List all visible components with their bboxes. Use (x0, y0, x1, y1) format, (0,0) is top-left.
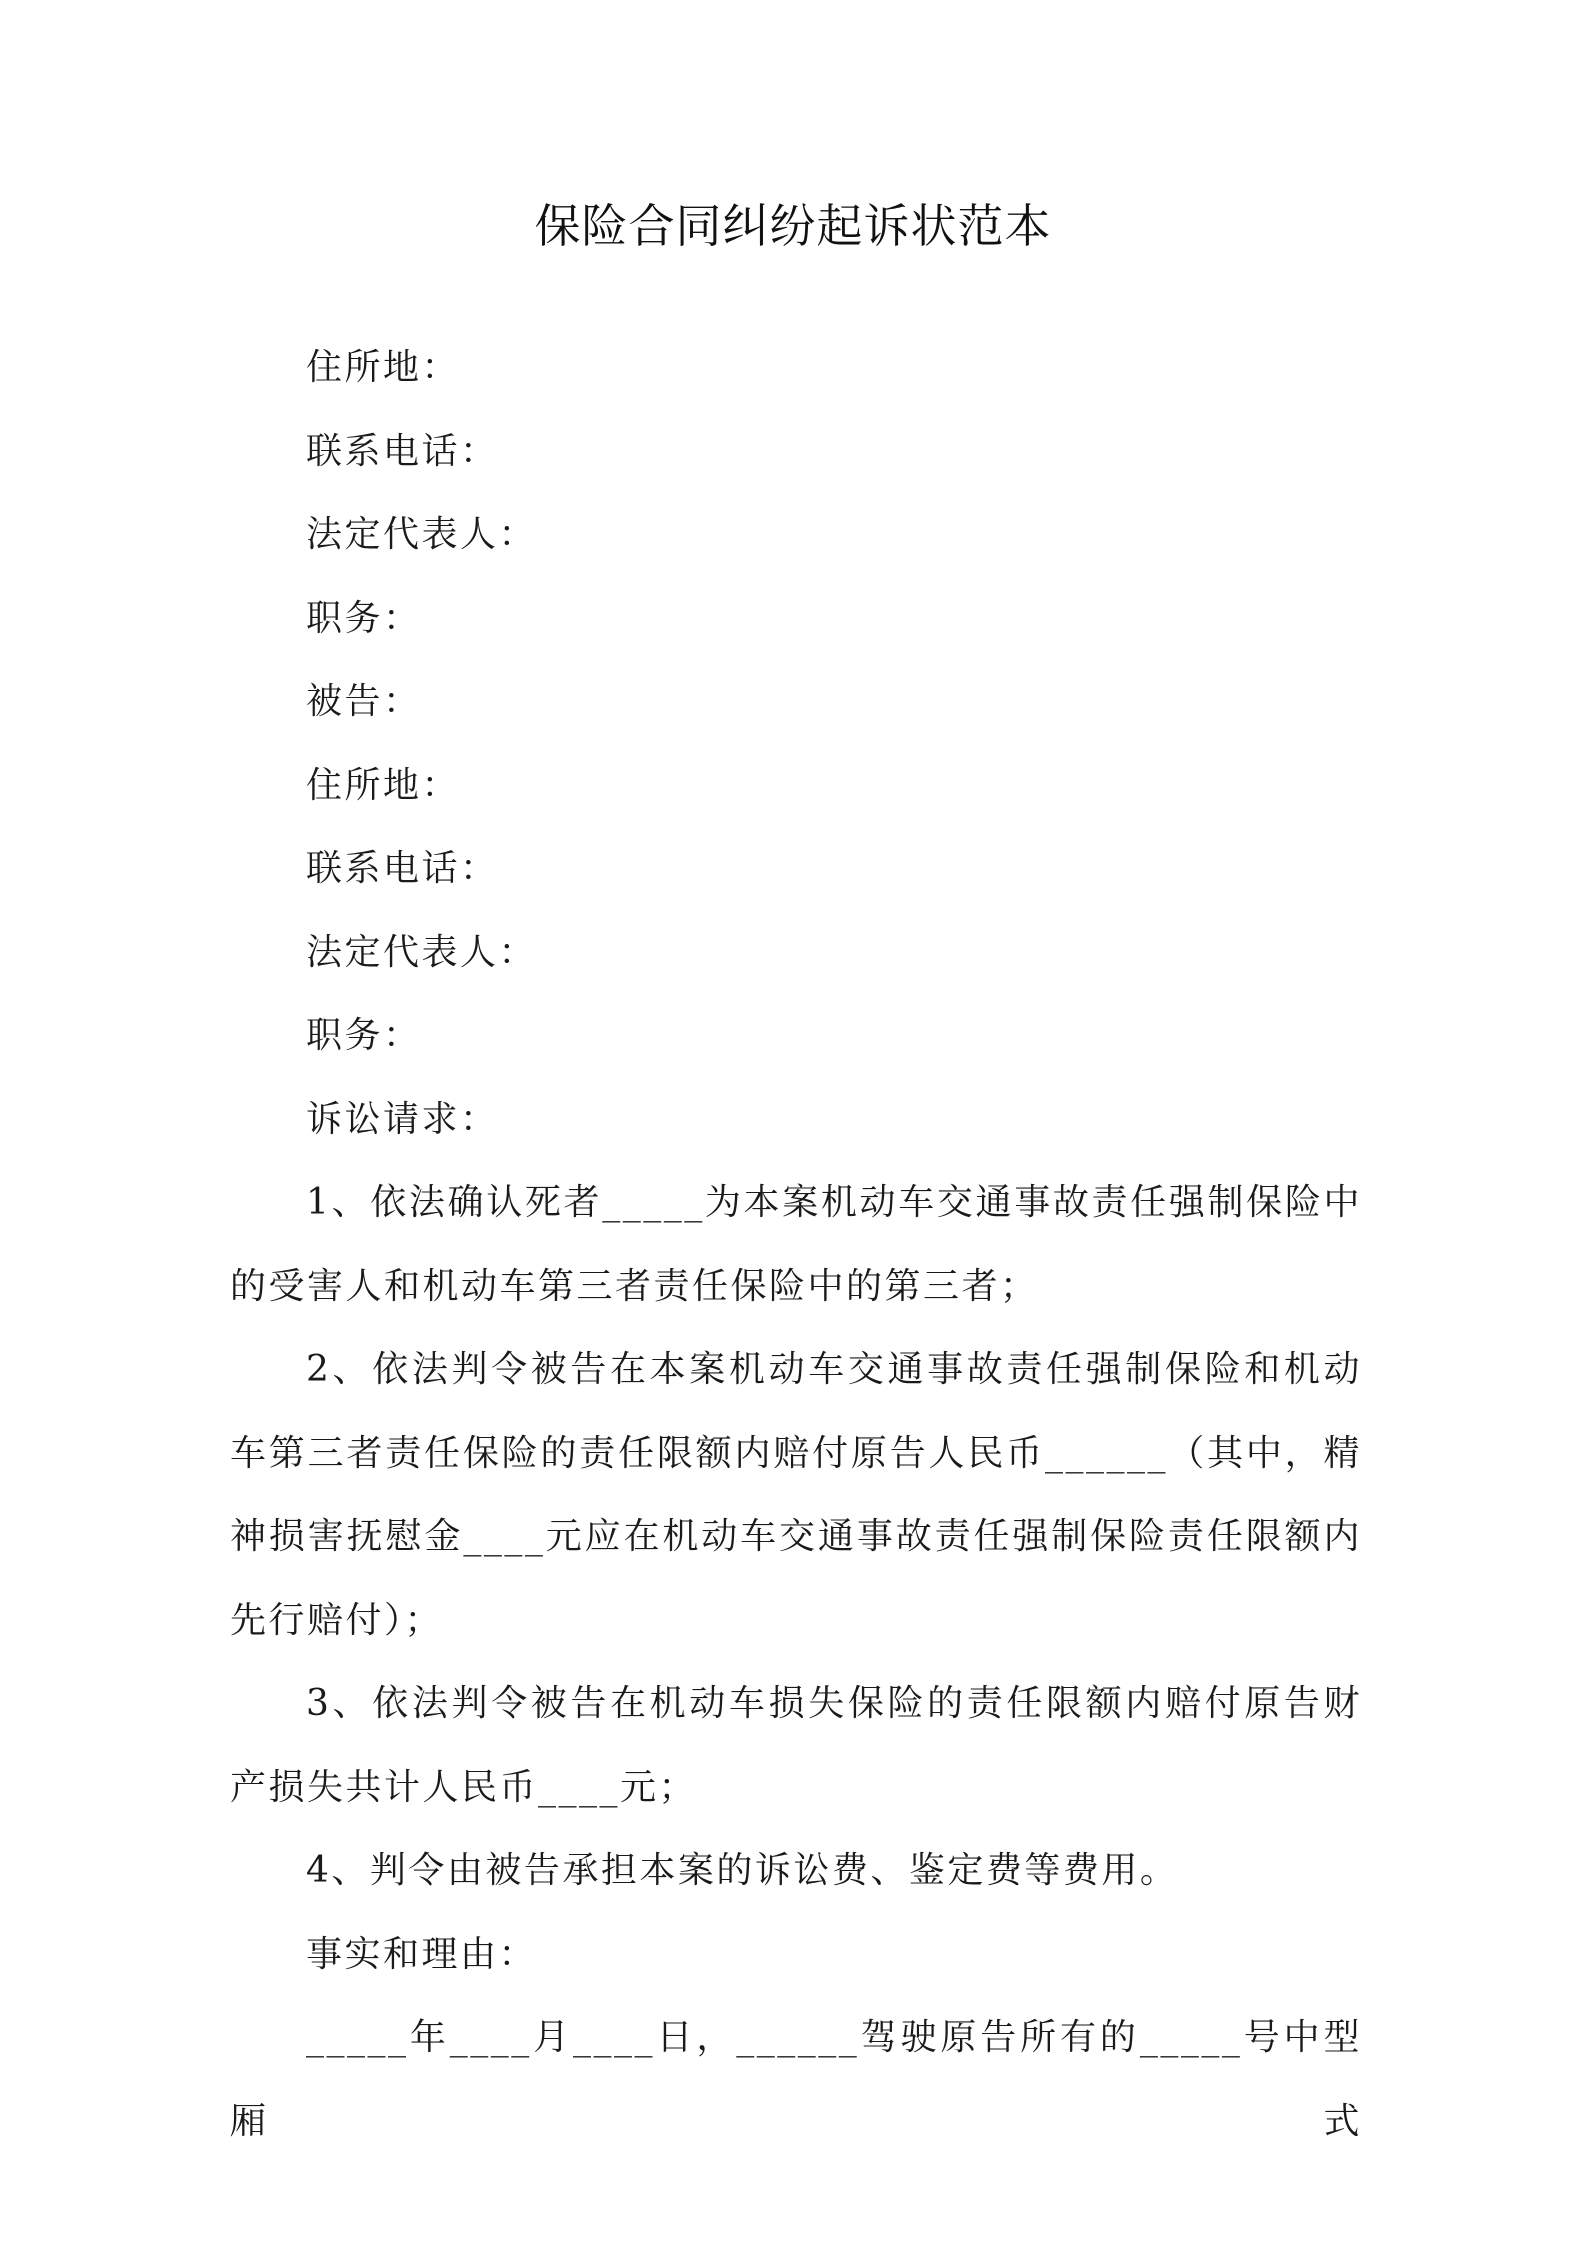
defendant-legal-rep-line: 法定代表人： (306, 931, 538, 973)
claim-item-2: 2、依法判令被告在本案机动车交通事故责任强制保险和机动车第三者责任保险的责任限额内赔付原告人民币______（其中，精神损害抚慰金____元应在机动车交通事故责任强制保险责任限额内先行赔付）； (230, 1349, 1362, 1641)
claim-item-4: 4、判令由被告承担本案的诉讼费、鉴定费等费用。 (306, 1850, 1179, 1891)
plaintiff-position-line: 职务： (306, 597, 422, 639)
plaintiff-legal-rep-line: 法定代表人： (306, 514, 538, 555)
claim-item-3: 3、依法判令被告在机动车损失保险的责任限额内赔付原告财产损失共计人民币____元； (230, 1683, 1362, 1808)
claims-heading: 诉讼请求： (306, 1098, 499, 1140)
defendant-address-line: 住所地： (306, 764, 461, 806)
facts-heading: 事实和理由： (306, 1933, 538, 1975)
claim-item-1: 1、依法确认死者_____为本案机动车交通事故责任强制保险中的受害人和机动车第三者责任保险中的第三者； (230, 1182, 1362, 1307)
plaintiff-phone-line: 联系电话： (306, 430, 499, 472)
facts-paragraph: _____年____月____日，______驾驶原告所有的_____号中型厢式 (230, 2017, 1362, 2142)
document-body (230, 326, 1362, 2163)
plaintiff-address-line: 住所地： (306, 347, 461, 388)
defendant-line: 被告： (306, 681, 422, 722)
defendant-position-line: 职务： (306, 1015, 422, 1056)
document-title: 保险合同纠纷起诉状范本 (534, 199, 1052, 253)
defendant-phone-line: 联系电话： (306, 848, 499, 889)
